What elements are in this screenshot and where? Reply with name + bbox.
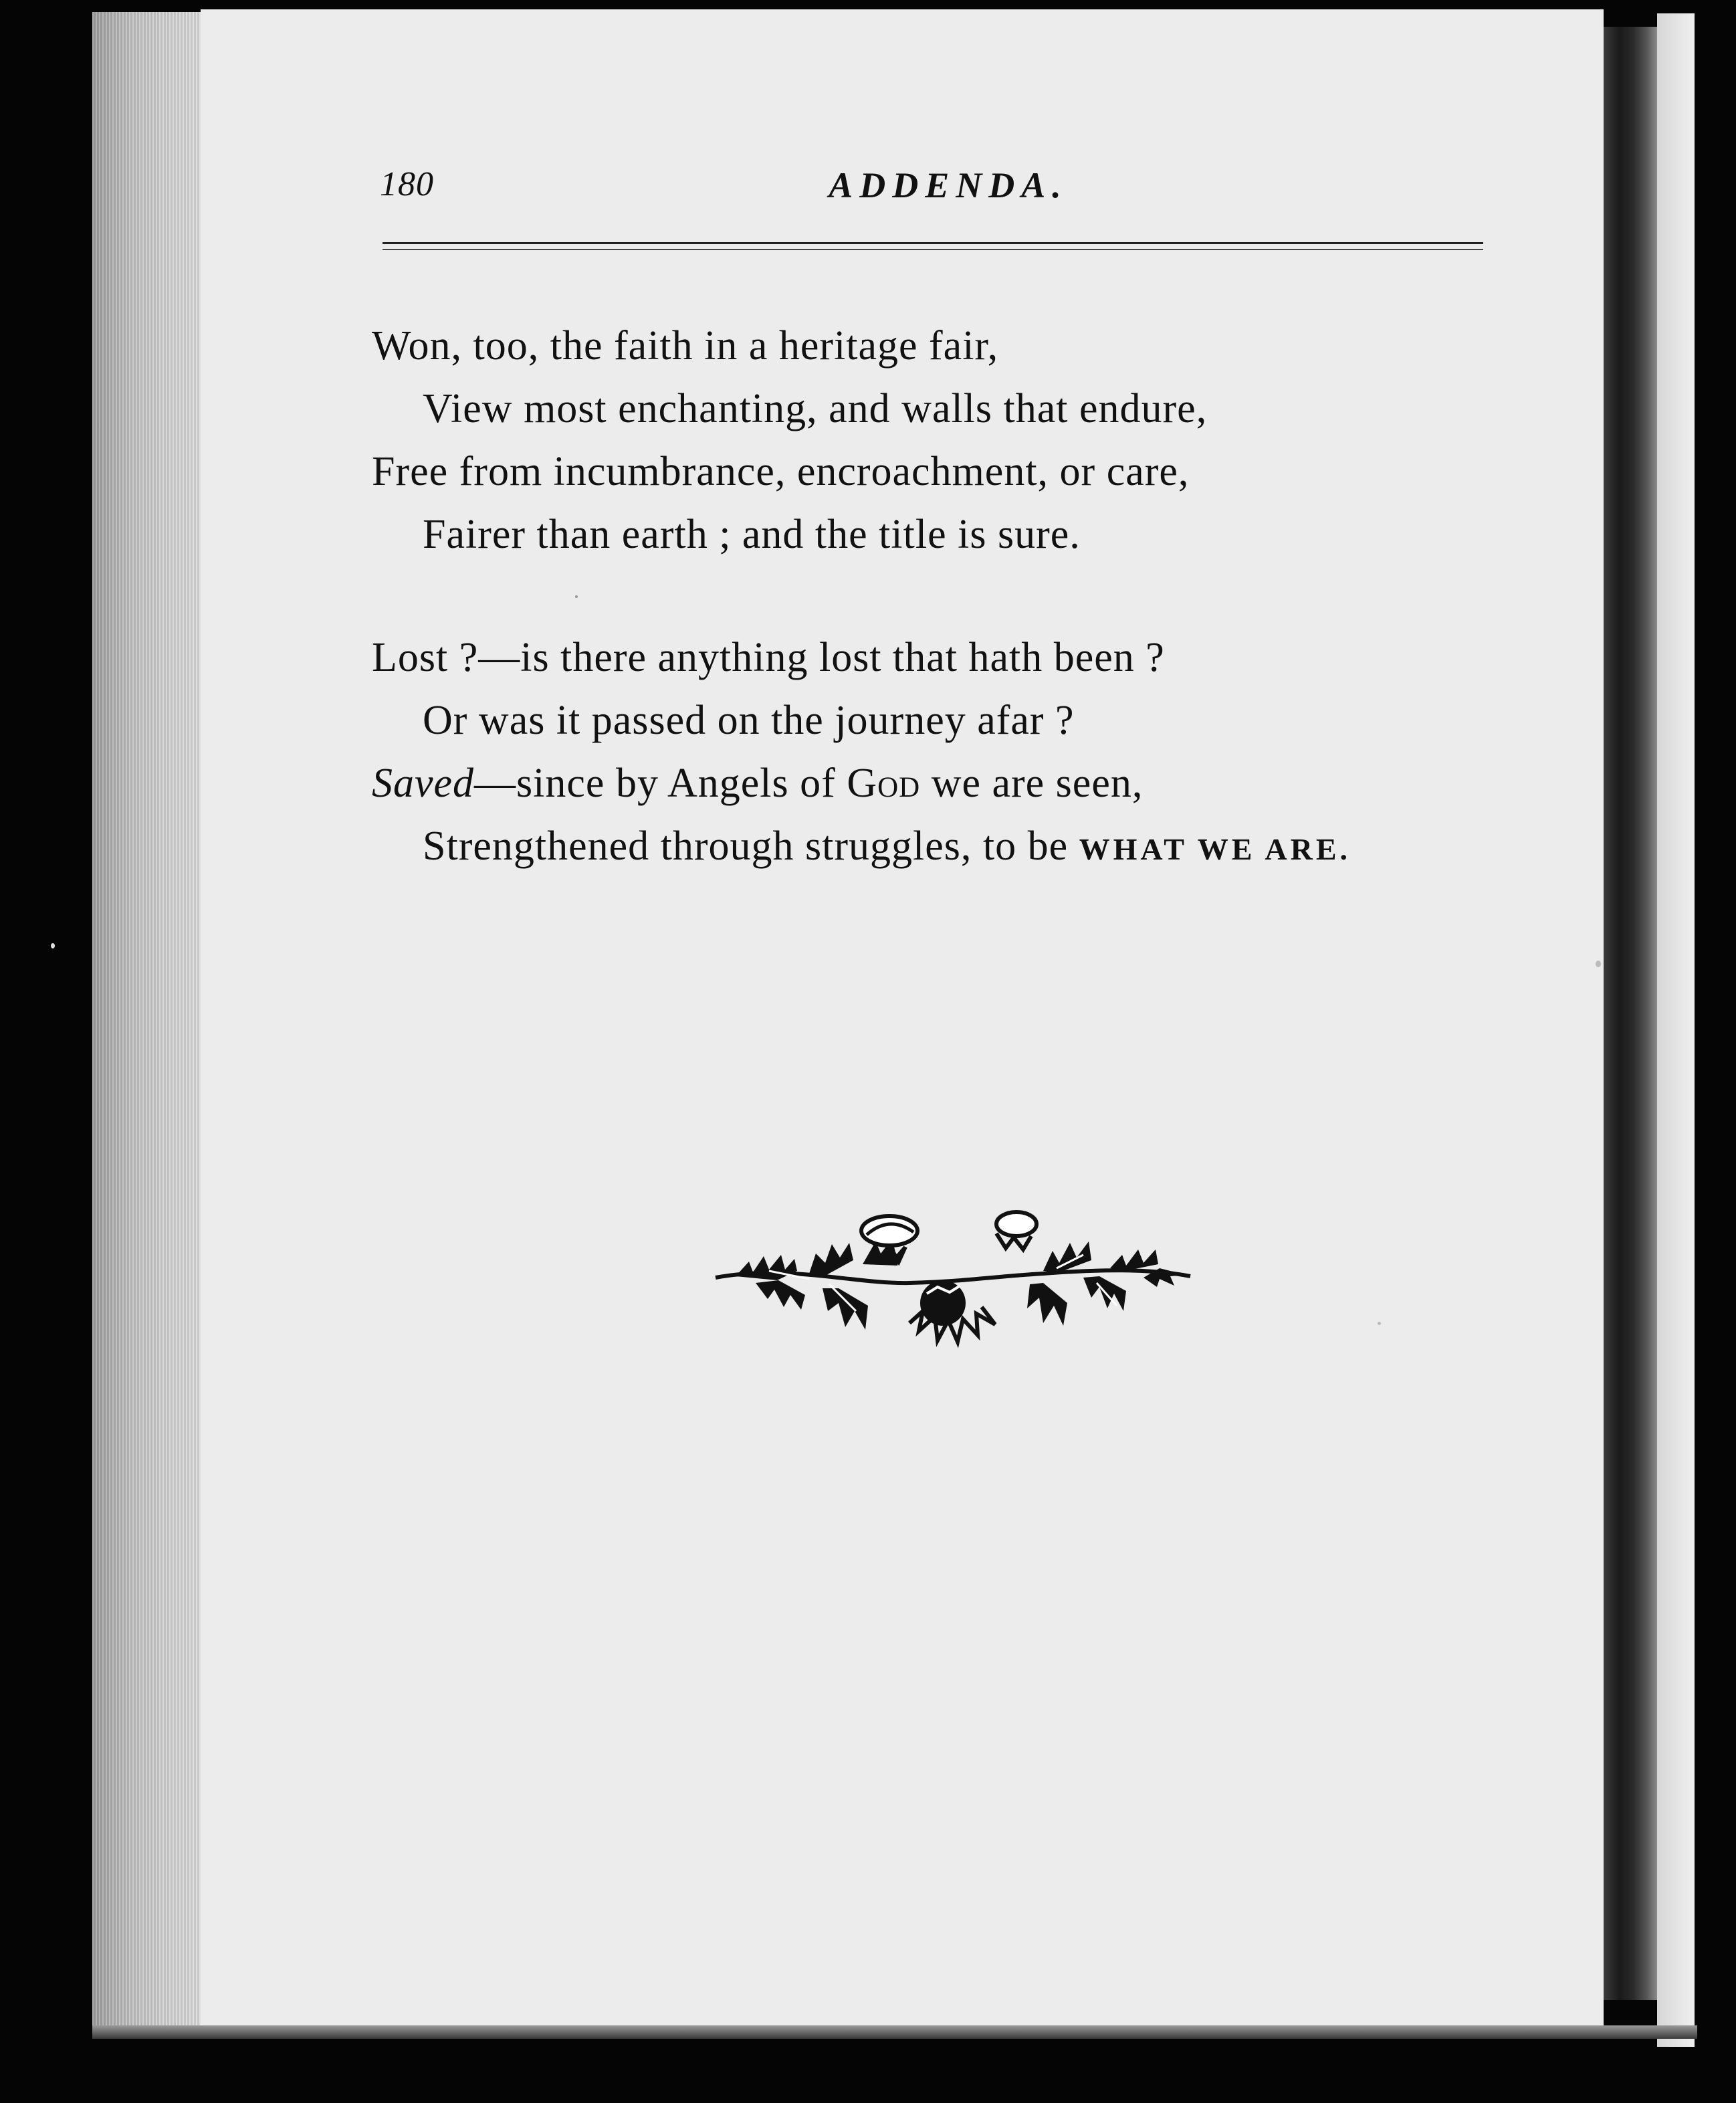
verse-line (372, 815, 1522, 881)
rule-line (383, 242, 1483, 244)
bold-caps-phrase: WHAT WE ARE. (1079, 832, 1351, 866)
verse-line: Fairer than earth ; and the title is sure. (423, 512, 1081, 557)
floral-thistle-ornament-icon (709, 1204, 1197, 1351)
italic-word-saved: Saved (372, 761, 475, 806)
verse-line: Won, too, the faith in a heritage fair, (372, 323, 999, 369)
verse-fragment: —since by Angels of (474, 761, 847, 806)
running-head (380, 165, 1483, 225)
bottom-page-edge (92, 2025, 1697, 2039)
page-number: 180 (380, 165, 434, 203)
verse-line: Free from incumbrance, encroachment, or care, (372, 449, 1190, 494)
running-title: ADDENDA. (829, 165, 1068, 205)
stanza-1 (372, 314, 1522, 566)
verse-fragment: we are seen, (920, 761, 1144, 806)
stanza-2 (372, 626, 1522, 881)
facing-page-edge (1657, 13, 1695, 2047)
dust-speck (1378, 1322, 1381, 1325)
poem-body (372, 314, 1522, 941)
verse-line: Or was it passed on the journey afar ? (423, 698, 1075, 743)
verse-line (372, 752, 1522, 815)
book-binding (1604, 27, 1657, 2000)
dust-speck (51, 943, 55, 948)
verse-line: View most enchanting, and walls that endure, (423, 386, 1208, 431)
verse-fragment: Strengthened through struggles, to be (423, 823, 1079, 869)
double-rule-divider (383, 241, 1483, 253)
left-page-edges (92, 12, 206, 2025)
rule-line (383, 249, 1483, 250)
small-caps-god: God (847, 761, 921, 806)
book-page (201, 9, 1604, 2028)
verse-line: Lost ?—is there anything lost that hath been ? (372, 635, 1165, 680)
dust-speck (1596, 961, 1601, 967)
